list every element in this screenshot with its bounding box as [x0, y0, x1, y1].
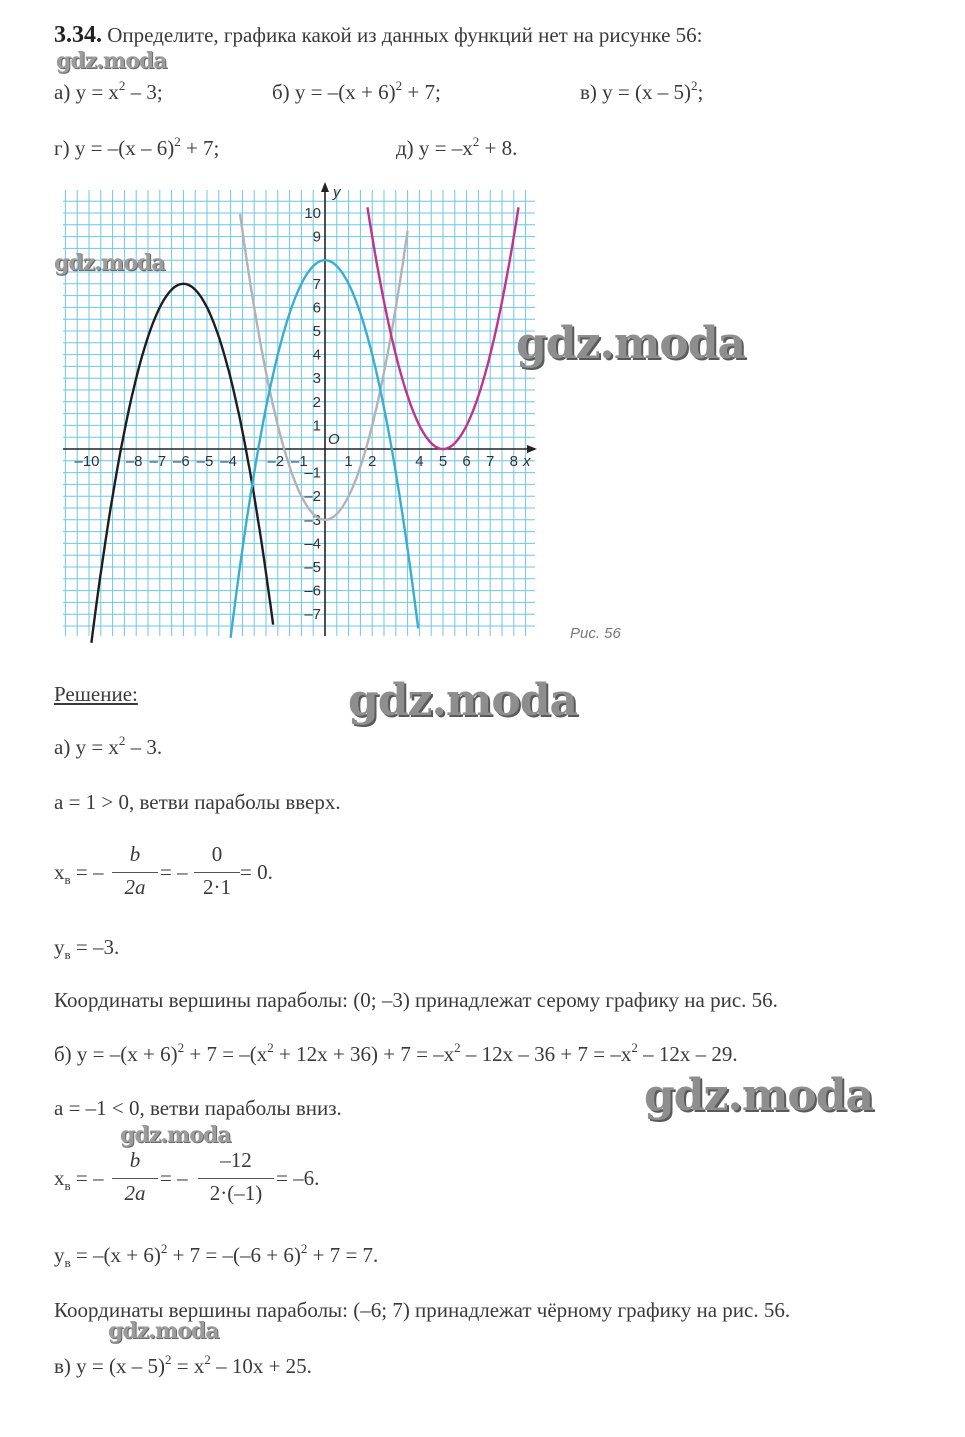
- x-tick-label: 2: [368, 453, 377, 470]
- solution-b-conclusion: Координаты вершины параболы: (–6; 7) принадлежат чёрному графику на рис. 56.: [54, 1298, 791, 1322]
- problem-number: 3.34.: [54, 22, 102, 48]
- figure-56-graph: [0, 0, 965, 660]
- y-tick-label: –2: [304, 488, 321, 506]
- solution-b-xv: $x_в$ = –: [54, 1166, 104, 1193]
- watermark: gdz.moda: [516, 318, 746, 369]
- equals-minus: = –: [160, 1166, 188, 1190]
- watermark: gdz.moda: [644, 1070, 874, 1121]
- solution-heading: Решение:: [54, 682, 138, 706]
- y-axis-arrow: [321, 182, 329, 192]
- y-tick-label: –3: [304, 511, 321, 529]
- y-tick-label: 7: [312, 275, 321, 293]
- x-tick-label: –2: [267, 453, 285, 470]
- y-tick-label: –5: [304, 559, 321, 576]
- y-tick-label: 4: [312, 346, 321, 364]
- equals-minus: = –: [160, 860, 188, 884]
- y-tick-label: –4: [304, 535, 321, 553]
- watermark: gdz.moda: [120, 1122, 231, 1148]
- origin-label: O: [328, 431, 340, 448]
- solution-a-yv: $y_в = -3$.: [54, 935, 120, 962]
- solution-b-yv: $y_в = -(x + 6)^2 + 7 = -(-6 + 6)^2 + 7 = 7$.: [54, 1241, 379, 1270]
- x-tick-label: –7: [149, 453, 167, 470]
- solution-b-equation: б) $y = -(x + 6)^2 + 7 = -(x^2 + 12x + 36) + 7 = -x^2 - 12x - 36 + 7 = -x^2 - 12x - 29$.: [54, 1040, 738, 1066]
- x-tick-label: 4: [415, 453, 424, 470]
- fraction-minus12-over-2xminus1: –12 2·(–1): [196, 1148, 276, 1206]
- x-tick-label: –1: [291, 453, 308, 470]
- option-d: д) $y = -x^2 + 8$.: [396, 134, 518, 160]
- y-tick-label: –6: [304, 582, 321, 600]
- x-tick-label: –8: [125, 453, 143, 470]
- fraction-b-over-2a: b 2a: [110, 1148, 160, 1206]
- result: = –6.: [276, 1166, 320, 1190]
- x-tick-label: –5: [196, 453, 214, 470]
- fraction-0-over-2x1: 0 2·1: [192, 842, 242, 900]
- solution-b-coefficient: a = –1 < 0, ветви параболы вниз.: [54, 1096, 342, 1120]
- result: = 0.: [240, 860, 273, 884]
- x-tick-label: 7: [486, 453, 495, 470]
- option-g: г) y = –(x – 6)$^2$ + 7;: [54, 134, 220, 160]
- y-tick-label: –1: [304, 464, 321, 482]
- x-tick-label: 8: [509, 453, 518, 470]
- fraction-b-over-2a: b 2a: [110, 842, 160, 900]
- option-a: а) $y = x^2 - 3$;: [54, 78, 163, 104]
- y-tick-label: 1: [312, 417, 321, 435]
- watermark: gdz.moda: [108, 1318, 219, 1344]
- solution-a-coefficient: a = 1 > 0, ветви параболы вверх.: [54, 790, 341, 814]
- x-tick-label: –4: [220, 453, 237, 470]
- solution-a-conclusion: Координаты вершины параболы: (0; –3) принадлежат серому графику на рис. 56.: [54, 988, 778, 1012]
- x-tick-label: 6: [462, 453, 471, 470]
- problem-statement: Определите, графика какой из данных функций нет на рисунке 56:: [107, 23, 703, 47]
- y-tick-label: 6: [312, 299, 321, 317]
- option-b: б) $y = -(x + 6)^2 + 7$;: [272, 78, 441, 104]
- x-axis-label: x: [523, 453, 531, 470]
- solution-a-equation: а) $y = x^2 - 3$.: [54, 733, 163, 759]
- x-axis-arrow: [527, 445, 537, 453]
- y-tick-label: 2: [312, 393, 321, 411]
- watermark: gdz.moda: [54, 250, 165, 276]
- watermark: gdz.moda: [348, 675, 578, 726]
- solution-v-equation: в) $y = (x - 5)^2 = x^2 - 10x + 25$.: [54, 1352, 312, 1378]
- option-v: в) y = (x – 5)$^2$;: [580, 78, 704, 104]
- solution-a-xv: $x_в$ = –: [54, 860, 104, 887]
- watermark: gdz.moda: [56, 48, 167, 74]
- x-tick-label: 1: [344, 453, 353, 470]
- figure-caption: Рис. 56: [570, 625, 621, 642]
- y-tick-label: 10: [304, 205, 321, 222]
- y-tick-label: 9: [312, 228, 321, 246]
- y-tick-label: 3: [312, 370, 321, 388]
- x-tick-label: 5: [438, 453, 448, 470]
- y-tick-label: –7: [304, 606, 321, 624]
- x-tick-label: –6: [173, 453, 190, 470]
- x-tick-label: –10: [74, 453, 100, 470]
- y-tick-label: 5: [312, 323, 321, 340]
- y-axis-label: y: [333, 184, 341, 201]
